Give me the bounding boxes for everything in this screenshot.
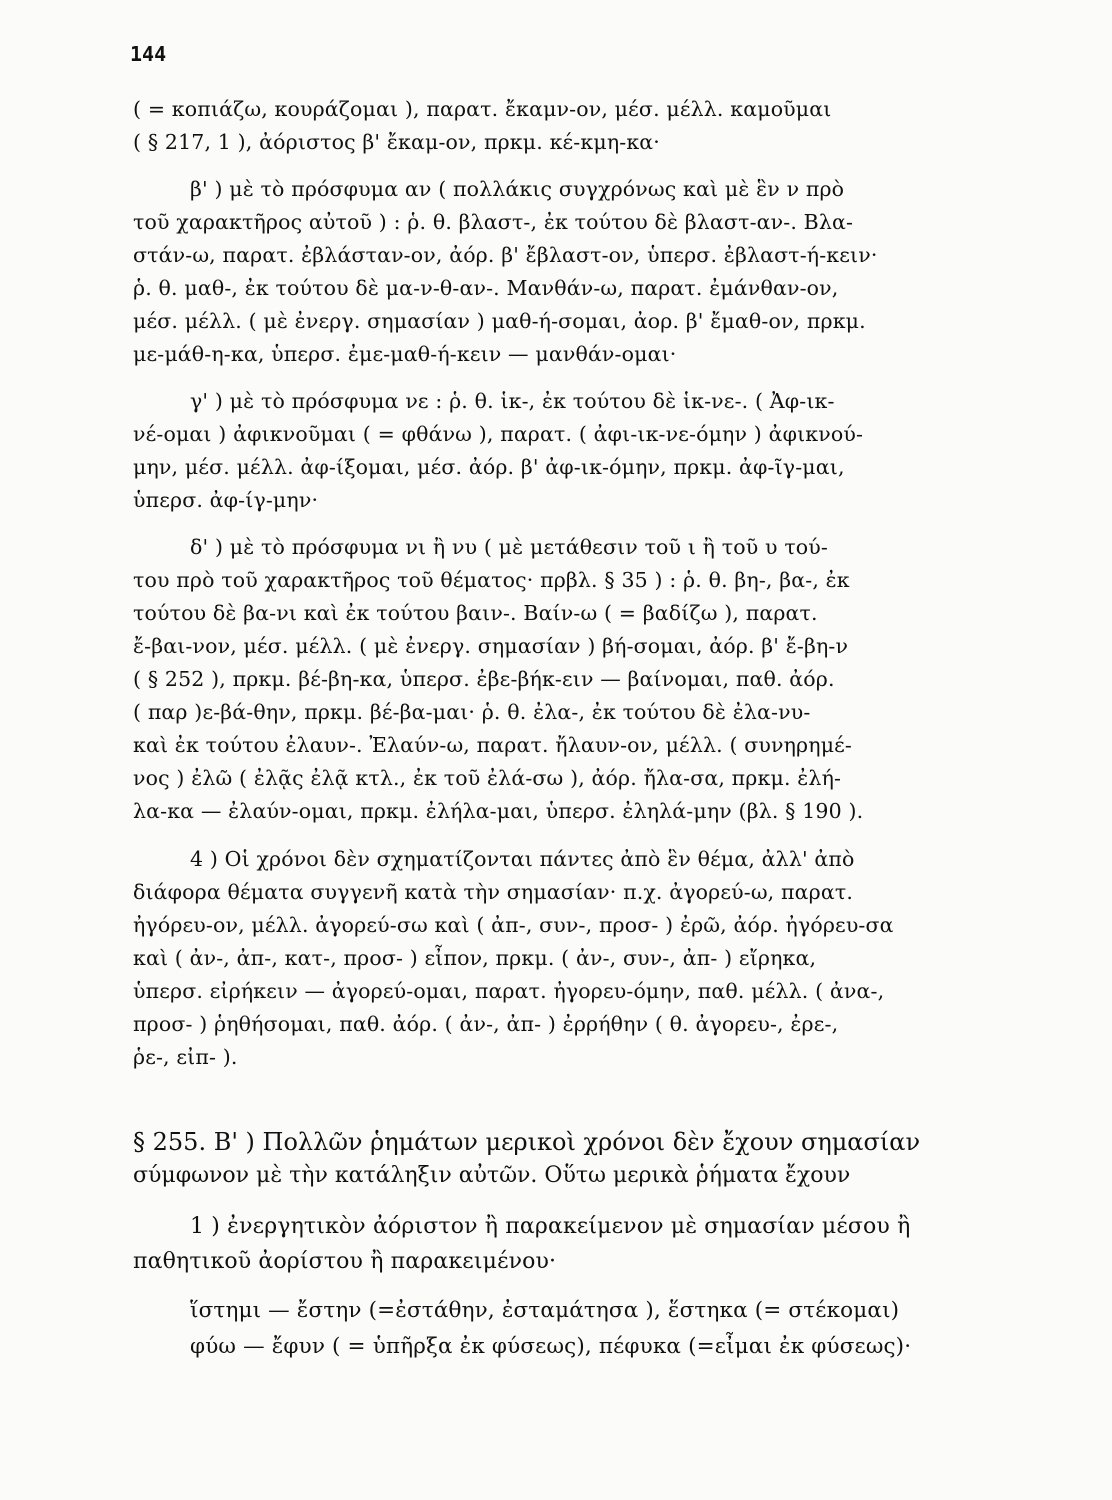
text-line: διάφορα θέματα συγγενῆ κατὰ τὴν σημασίαν· π.χ. ἀγορεύ-ω, παρατ. — [133, 880, 853, 904]
text-line: ( παρ )ε-βά-θην, πρκμ. βέ-βα-μαι· ῥ. θ. ἐλα-, ἐκ τούτου δὲ ἐλα-νυ- — [133, 700, 811, 724]
text-line: με-μάθ-η-κα, ὑπερσ. ἐμε-μαθ-ή-κειν — μανθάν-ομαι· — [133, 342, 677, 366]
text-line: τούτου δὲ βα-νι καὶ ἐκ τούτου βαιν-. Βαίν-ω ( = βαδίζω ), παρατ. — [133, 601, 818, 625]
text-line: νος ) ἐλῶ ( ἐλᾷς ἐλᾷ κτλ., ἐκ τοῦ ἐλά-σω ), ἀόρ. ἤλα-σα, πρκμ. ἐλή- — [133, 766, 842, 790]
text-line: ὑπερσ. εἰρήκειν — ἀγορεύ-ομαι, παρατ. ἠγορευ-όμην, παθ. μέλλ. ( ἀνα-, — [133, 979, 885, 1003]
text-line: προσ- ) ῥηθήσομαι, παθ. ἀόρ. ( ἀν-, ἀπ- ) ἐρρήθην ( θ. ἀγορευ-, ἐρε-, — [133, 1012, 839, 1036]
text-line: λα-κα — ἐλαύν-ομαι, πρκμ. ἐλήλα-μαι, ὑπερσ. ἐληλά-μην (βλ. § 190 ). — [133, 799, 864, 823]
text-line: ἔ-βαι-νον, μέσ. μέλλ. ( μὲ ἐνεργ. σημασίαν ) βή-σομαι, ἀόρ. β' ἔ-βη-ν — [133, 634, 849, 658]
text-line: ῥε-, εἰπ- ). — [133, 1045, 238, 1069]
text-line: ( § 217, 1 ), ἀόριστος β' ἔκαμ-ον, πρκμ. κέ-κμη-κα· — [133, 130, 660, 154]
text-line: δ' ) μὲ τὸ πρόσφυμα νι ἢ νυ ( μὲ μετάθεσιν τοῦ ι ἢ τοῦ υ τού- — [190, 535, 828, 559]
text-line: ῥ. θ. μαθ-, ἐκ τούτου δὲ μα-ν-θ-αν-. Μανθάν-ω, παρατ. ἐμάνθαν-ον, — [133, 276, 839, 300]
example-line: φύω — ἔφυν ( = ὑπῆρξα ἐκ φύσεως), πέφυκα (=εἶμαι ἐκ φύσεως)· — [190, 1334, 912, 1359]
text-line: στάν-ω, παρατ. ἐβλάσταν-ον, ἀόρ. β' ἔβλαστ-ον, ὑπερσ. ἐβλαστ-ή-κειν· — [133, 243, 878, 267]
text-line: καὶ ἐκ τούτου ἐλαυν-. Ἐλαύν-ω, παρατ. ἤλαυν-ον, μέλλ. ( συνηρημέ- — [133, 733, 853, 757]
text-line: σύμφωνον μὲ τὴν κατάληξιν αὐτῶν. Οὕτω μερικὰ ῥήματα ἔχουν — [133, 1163, 851, 1188]
text-line: μην, μέσ. μέλλ. ἀφ-ίξομαι, μέσ. ἀόρ. β' ἀφ-ικ-όμην, πρκμ. ἀφ-ῖγ-μαι, — [133, 455, 845, 479]
text-line: ὑπερσ. ἀφ-ίγ-μην· — [133, 488, 319, 512]
example-line: ἵστημι — ἔστην (=ἐστάθην, ἐσταμάτησα ), ἕστηκα (= στέκομαι) — [190, 1298, 900, 1323]
page-number: 144 — [130, 42, 167, 66]
text-line: παθητικοῦ ἀορίστου ἢ παρακειμένου· — [133, 1249, 557, 1274]
text-line: β' ) μὲ τὸ πρόσφυμα αν ( πολλάκις συγχρόνως καὶ μὲ ἓν ν πρὸ — [190, 177, 845, 201]
text-line: μέσ. μέλλ. ( μὲ ἐνεργ. σημασίαν ) μαθ-ή-σομαι, ἀορ. β' ἔμαθ-ον, πρκμ. — [133, 309, 866, 333]
text-line: νέ-ομαι ) ἀφικνοῦμαι ( = φθάνω ), παρατ. ( ἀφι-ικ-νε-όμην ) ἀφικνού- — [133, 422, 864, 446]
text-line: ἠγόρευ-ον, μέλλ. ἀγορεύ-σω καὶ ( ἀπ-, συν-, προσ- ) ἐρῶ, ἀόρ. ἠγόρευ-σα — [133, 913, 894, 937]
text-line: 4 ) Οἱ χρόνοι δὲν σχηματίζονται πάντες ἀπὸ ἓν θέμα, ἀλλ' ἀπὸ — [190, 847, 855, 871]
text-line: τοῦ χαρακτῆρος αὐτοῦ ) : ῥ. θ. βλαστ-, ἐκ τούτου δὲ βλαστ-αν-. Βλα- — [133, 210, 854, 234]
text-line: ( § 252 ), πρκμ. βέ-βη-κα, ὑπερσ. ἐβε-βήκ-ειν — βαίνομαι, παθ. ἀόρ. — [133, 667, 835, 691]
section-heading-255: § 255. Β' ) Πολλῶν ῥημάτων μερικοὶ χρόνοι δὲν ἔχουν σημασίαν — [133, 1128, 921, 1156]
text-line: γ' ) μὲ τὸ πρόσφυμα νε : ῥ. θ. ἱκ-, ἐκ τούτου δὲ ἱκ-νε-. ( Ἀφ-ικ- — [190, 389, 835, 413]
text-line: καὶ ( ἀν-, ἀπ-, κατ-, προσ- ) εἶπον, πρκμ. ( ἀν-, συν-, ἀπ- ) εἴρηκα, — [133, 946, 817, 970]
text-line: 1 ) ἐνεργητικὸν ἀόριστον ἢ παρακείμενον μὲ σημασίαν μέσου ἢ — [190, 1214, 911, 1239]
text-line: ( = κοπιάζω, κουράζομαι ), παρατ. ἔκαμν-ον, μέσ. μέλλ. καμοῦμαι — [133, 97, 832, 121]
text-line: του πρὸ τοῦ χαρακτῆρος τοῦ θέματος· πρβλ. § 35 ) : ῥ. θ. βη-, βα-, ἐκ — [133, 568, 850, 592]
